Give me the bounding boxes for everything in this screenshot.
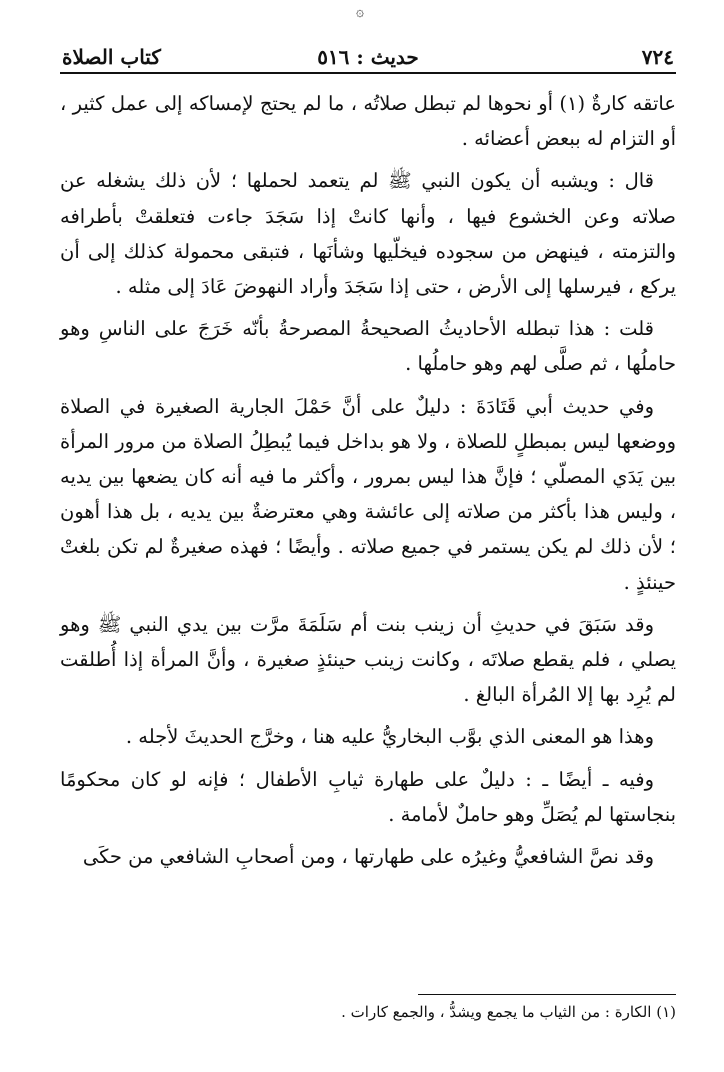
paragraph: قلت : هذا تبطله الأحاديثُ الصحيحةُ المصرحةُ بأنّه خَرَجَ على الناسِ وهو حاملُها ، ثم صلَّى لهم وهو حاملُها . [60, 317, 676, 376]
paragraph: وفيه ـ أيضًا ـ : دليلٌ على طهارة ثيابِ الأطفال ؛ فإنه لو كان محكومًا بنجاستها لم يُصَلِّ وهو حاملٌ لأمامة . [60, 767, 676, 826]
hadith-number: حديث : ٥١٦ [317, 45, 419, 69]
main-text [60, 86, 676, 881]
ornament-mark: ۞ [355, 4, 365, 20]
footnote: (١) الكارة : من الثياب ما يجمع ويشدُّ ، والجمع كارات . [341, 1003, 676, 1021]
paragraph: عاتقه كارةٌ (١) أو نحوها لم تبطل صلاتُه ، ما لم يحتج لإمساكه إلى عمل كثير ، أو التزام له ببعض أعضائه . [60, 92, 676, 151]
paragraph: وفي حديث أبي قَتَادَةَ : دليلٌ على أنَّ حَمْلَ الجارية الصغيرة في الصلاة ووضعها ليس بمبطلٍ للصلاة ، ولا هو بداخل فيما يُبطِلُ الصلاة من مرور المرأة بين يَدَي المصلّي ؛ فإنَّ هذا ليس بمرور ، وأكثر ما فيه أنه كان يضعها بين يديه ، وليس هذا بأكثر من صلاته إلى عائشة وهي معترضةٌ بين يديه ، بل هذا أهون ؛ لأن ذلك لم يكن يستمر في جميع صلاته . وأيضًا ؛ فهذه صغيرةٌ لم تكن بلغتْ حينئذٍ . [60, 394, 676, 594]
paragraph: وقد سَبَقَ في حديثِ أن زينب بنت أم سَلَمَةَ مرَّت بين يدي النبي ﷺ وهو يصلي ، فلم يقطع صلاتَه ، وكانت زينب حينئذٍ صغيرة ، وأنَّ المرأة إذا أُطلقت لم يُرِد بها إلا المُرأة البالغ . [60, 612, 676, 707]
page-number: ٧٢٤ [641, 45, 674, 69]
paragraph: قال : ويشبه أن يكون النبي ﷺ لم يتعمد لحملها ؛ لأن ذلك يشغله عن صلاته وعن الخشوع فيها ، وأنها كانتْ إذا سَجَدَ جاءت فتعلقتْ بأطرافه والتزمته ، فينهض من سجوده فيخلّيها وشأنَها ، فتبقى محمولة كذلك إلى أن يركع ، فيرسلها إلى الأرض ، حتى إذا سَجَدَ وأراد النهوضَ عَادَ إلى مثله . [60, 169, 676, 299]
book-title: كتاب الصلاة [62, 45, 161, 69]
paragraph: وهذا هو المعنى الذي بوَّب البخاريُّ عليه هنا ، وخرَّج الحديثَ لأجله . [125, 725, 654, 749]
header-divider [60, 72, 676, 74]
page-header [62, 42, 674, 72]
footnote-divider [418, 994, 676, 995]
paragraph: وقد نصَّ الشافعيُّ وغيرُه على طهارتها ، ومن أصحابِ الشافعي من حكَى [82, 845, 654, 869]
